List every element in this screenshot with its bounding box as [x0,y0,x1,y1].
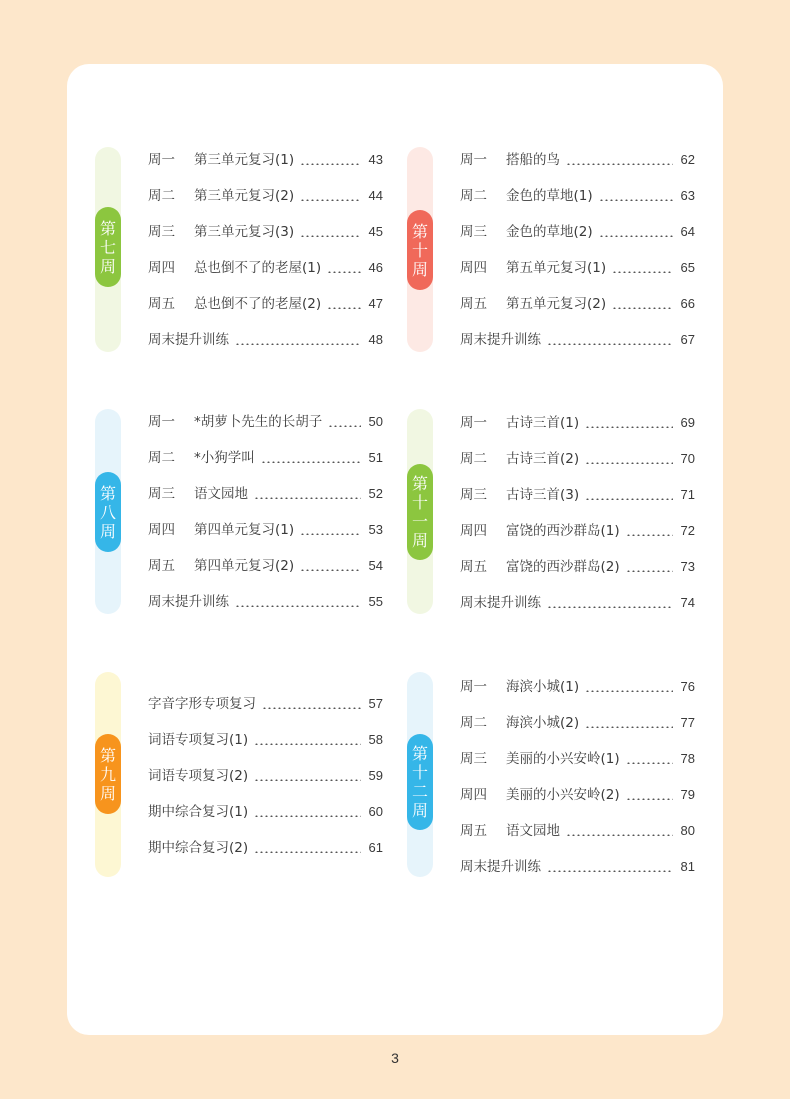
toc-entry-title: 第五单元复习(2) [506,296,607,312]
toc-entry[interactable] [460,557,695,577]
toc-entry[interactable] [460,857,695,877]
week-badge-char: 周 [411,259,428,279]
toc-entry-title: 总也倒不了的老屋(2) [194,296,322,312]
toc-entry-title: 金色的草地(1) [506,188,593,204]
week-badge-char: 七 [99,237,116,257]
toc-entry-day: 周四 [148,522,175,538]
page-number: 3 [391,1050,399,1066]
toc-entry-page: 67 [680,332,695,347]
toc-entry-title: 词语专项复习(2) [148,768,249,784]
toc-entry-title: 金色的草地(2) [506,224,593,240]
dot-leader [254,807,361,817]
toc-entry-page: 62 [680,152,695,167]
dot-leader [300,561,361,571]
dot-leader [585,682,673,692]
toc-entry[interactable] [460,785,695,805]
toc-entry-page: 71 [680,487,695,502]
toc-entry[interactable] [460,294,695,314]
toc-entry-day: 周五 [148,296,175,312]
dot-leader [585,490,673,500]
dot-leader [626,754,673,764]
dot-leader [566,826,673,836]
toc-entry-title: *小狗学叫 [194,450,255,466]
toc-entry[interactable] [148,294,383,314]
dot-leader [626,562,673,572]
toc-entry[interactable] [460,222,695,242]
toc-entry[interactable] [460,330,695,350]
dot-leader [626,790,673,800]
dot-leader [612,299,673,309]
toc-entry-title: 周末提升训练 [460,859,541,875]
toc-entry-page: 54 [368,558,383,573]
toc-entry-title: *胡萝卜先生的长胡子 [194,414,323,430]
toc-entry-page: 47 [368,296,383,311]
toc-entry[interactable] [460,449,695,469]
dot-leader [254,843,361,853]
toc-entry-day: 周三 [460,487,487,503]
toc-entry-page: 55 [368,594,383,609]
toc-entry-title: 周末提升训练 [148,332,229,348]
dot-leader [261,453,361,463]
dot-leader [599,191,673,201]
toc-entry-day: 周五 [148,558,175,574]
toc-entry-day: 周一 [460,679,487,695]
toc-entry-title: 字音字形专项复习 [148,696,256,712]
toc-entry-title: 第五单元复习(1) [506,260,607,276]
toc-entry[interactable] [460,821,695,841]
week-badge [407,464,433,560]
week-badge [407,210,433,290]
dot-leader [626,526,673,536]
toc-entry-title: 古诗三首(3) [506,487,580,503]
week-badge-char: 周 [411,801,428,820]
week-badge-char: 周 [99,783,116,803]
toc-entry-day: 周三 [148,486,175,502]
toc-entry[interactable] [460,593,695,613]
contents-card [67,64,723,1035]
dot-leader [300,525,361,535]
toc-entry-title: 周末提升训练 [460,595,541,611]
toc-entry-page: 66 [680,296,695,311]
week-badge-char: 第 [99,745,116,765]
week-badge-char: 第 [411,221,428,241]
toc-entry-title: 语文园地 [506,823,560,839]
toc-entry-page: 74 [680,595,695,610]
toc-entry-title: 第三单元复习(1) [194,152,295,168]
toc-entry[interactable] [148,484,383,504]
toc-entry[interactable] [148,802,383,822]
toc-entry-page: 52 [368,486,383,501]
week-badge-char: 第 [99,483,116,503]
toc-entry-title: 词语专项复习(1) [148,732,249,748]
week-badge-char: 第 [411,744,428,763]
toc-entry-day: 周三 [460,224,487,240]
dot-leader [585,418,673,428]
toc-entry-day: 周四 [460,523,487,539]
toc-entry[interactable] [148,258,383,278]
toc-entry-title: 周末提升训练 [460,332,541,348]
toc-entry-title: 第三单元复习(2) [194,188,295,204]
toc-entry-page: 43 [368,152,383,167]
week-badge-char: 十 [411,763,428,782]
dot-leader [327,263,361,273]
week-badge-char: 八 [99,502,116,522]
week-badge [407,734,433,830]
toc-entry-title: 搭船的鸟 [506,152,560,168]
toc-entry-title: 期中综合复习(2) [148,840,249,856]
toc-entry-day: 周二 [460,715,487,731]
toc-entry[interactable] [148,330,383,350]
toc-entry-title: 海滨小城(2) [506,715,580,731]
toc-entry[interactable] [460,521,695,541]
toc-entry-day: 周二 [148,450,175,466]
toc-entry-day: 周五 [460,559,487,575]
toc-entry-page: 51 [368,450,383,465]
dot-leader [254,735,361,745]
toc-entry-page: 69 [680,415,695,430]
toc-entry-day: 周四 [148,260,175,276]
toc-entry-day: 周四 [460,260,487,276]
toc-entry[interactable] [148,730,383,750]
toc-entry-page: 81 [680,859,695,874]
dot-leader [327,299,361,309]
week-badge-char: 第 [411,474,428,493]
toc-entry-title: 期中综合复习(1) [148,804,249,820]
dot-leader [612,263,673,273]
week-badge-char: 二 [411,782,428,801]
dot-leader [254,489,361,499]
toc-entry-page: 64 [680,224,695,239]
toc-entry-title: 古诗三首(1) [506,415,580,431]
toc-entry[interactable] [460,713,695,733]
toc-entry-day: 周一 [460,152,487,168]
toc-entry[interactable] [148,520,383,540]
dot-leader [300,191,361,201]
toc-entry-title: 富饶的西沙群岛(1) [506,523,620,539]
toc-entry-title: 海滨小城(1) [506,679,580,695]
toc-entry-page: 80 [680,823,695,838]
toc-entry-day: 周五 [460,296,487,312]
toc-entry[interactable] [148,412,383,432]
week-badge-char: 周 [411,531,428,550]
toc-entry-page: 46 [368,260,383,275]
dot-leader [300,227,361,237]
toc-entry-title: 美丽的小兴安岭(2) [506,787,620,803]
toc-entry-day: 周三 [460,751,487,767]
dot-leader [547,335,673,345]
toc-entry[interactable] [148,556,383,576]
toc-entry[interactable] [460,258,695,278]
dot-leader [585,454,673,464]
toc-entry[interactable] [148,448,383,468]
week-badge-char: 十 [411,240,428,260]
dot-leader [547,598,673,608]
toc-entry-page: 72 [680,523,695,538]
dot-leader [585,718,673,728]
toc-entry-title: 总也倒不了的老屋(1) [194,260,322,276]
dot-leader [262,699,361,709]
toc-entry-page: 44 [368,188,383,203]
toc-entry-page: 59 [368,768,383,783]
toc-entry[interactable] [148,838,383,858]
toc-entry-page: 57 [368,696,383,711]
toc-entry[interactable] [148,150,383,170]
toc-entry-page: 48 [368,332,383,347]
toc-entry-day: 周一 [460,415,487,431]
toc-entry-title: 语文园地 [194,486,248,502]
toc-entry-page: 79 [680,787,695,802]
week-badge-char: 周 [99,256,116,276]
toc-entry[interactable] [460,677,695,697]
toc-entry[interactable] [148,766,383,786]
toc-entry-page: 60 [368,804,383,819]
toc-entry-title: 美丽的小兴安岭(1) [506,751,620,767]
week-badge [95,207,121,287]
toc-entry-day: 周一 [148,152,175,168]
toc-entry-title: 古诗三首(2) [506,451,580,467]
dot-leader [254,771,361,781]
toc-entry-title: 富饶的西沙群岛(2) [506,559,620,575]
toc-entry-day: 周二 [460,451,487,467]
toc-entry[interactable] [148,222,383,242]
week-badge-char: 十 [411,493,428,512]
toc-entry-title: 第三单元复习(3) [194,224,295,240]
toc-entry-day: 周五 [460,823,487,839]
week-badge-char: 周 [99,521,116,541]
week-badge [95,734,121,814]
toc-entry-page: 65 [680,260,695,275]
toc-entry-page: 78 [680,751,695,766]
toc-entry[interactable] [460,186,695,206]
toc-entry[interactable] [148,592,383,612]
toc-entry[interactable] [460,749,695,769]
toc-entry[interactable] [148,694,383,714]
week-badge-char: 一 [411,512,428,531]
dot-leader [235,335,361,345]
toc-entry-page: 77 [680,715,695,730]
toc-entry-page: 58 [368,732,383,747]
toc-entry-page: 50 [368,414,383,429]
toc-entry-page: 70 [680,451,695,466]
toc-entry-page: 63 [680,188,695,203]
dot-leader [566,155,673,165]
week-badge [95,472,121,552]
toc-entry-day: 周一 [148,414,175,430]
dot-leader [547,862,673,872]
toc-entry-day: 周二 [460,188,487,204]
week-badge-char: 第 [99,218,116,238]
toc-entry-page: 73 [680,559,695,574]
toc-entry-day: 周三 [148,224,175,240]
toc-entry[interactable] [148,186,383,206]
week-badge-char: 九 [99,764,116,784]
toc-entry[interactable] [460,485,695,505]
dot-leader [599,227,673,237]
dot-leader [300,155,361,165]
toc-entry[interactable] [460,413,695,433]
toc-entry-day: 周二 [148,188,175,204]
toc-entry-title: 第四单元复习(1) [194,522,295,538]
toc-entry-day: 周四 [460,787,487,803]
toc-entry-page: 61 [368,840,383,855]
toc-entry-title: 第四单元复习(2) [194,558,295,574]
dot-leader [328,417,361,427]
toc-entry[interactable] [460,150,695,170]
toc-entry-page: 45 [368,224,383,239]
toc-entry-page: 53 [368,522,383,537]
toc-entry-title: 周末提升训练 [148,594,229,610]
toc-entry-page: 76 [680,679,695,694]
dot-leader [235,597,361,607]
